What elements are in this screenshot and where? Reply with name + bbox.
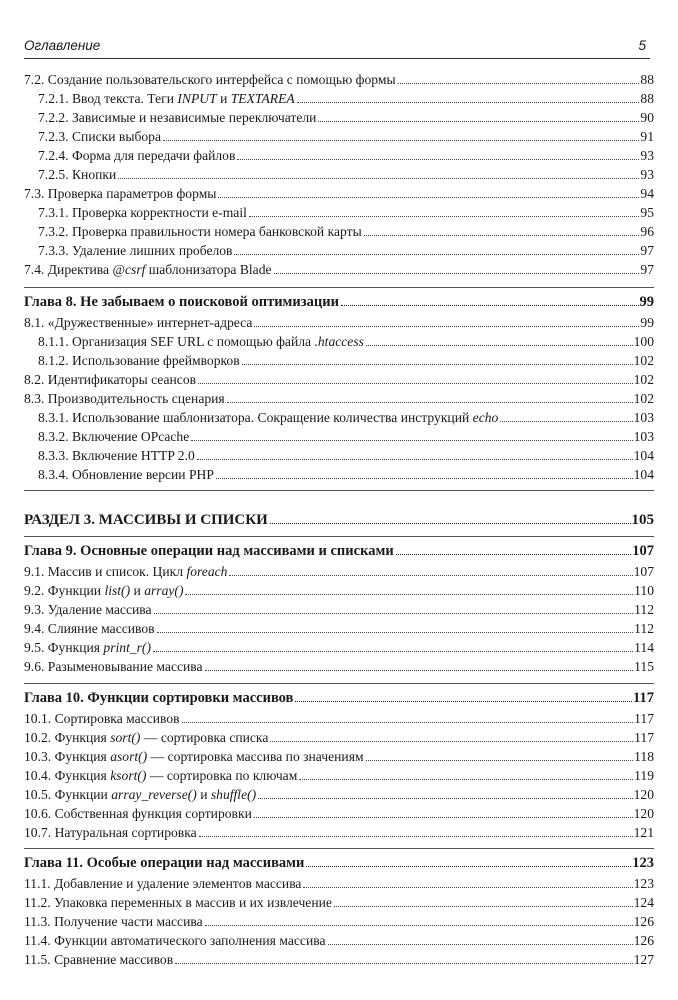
toc-entry: 7.4. Директива @csrf шаблонизатора Blade 97	[24, 262, 654, 277]
divider	[24, 490, 654, 491]
toc-entry: 9.5. Функция print_r() 114	[24, 640, 654, 655]
toc-entry: 9.4. Слияние массивов 112	[24, 621, 654, 636]
header-title: Оглавление	[24, 38, 101, 53]
toc-entry: 9.6. Разыменовывание массива 115	[24, 659, 654, 674]
toc-entry: 7.2. Создание пользовательского интерфейса с помощью формы 88	[24, 72, 654, 87]
toc-entry: 10.5. Функции array_reverse() и shuffle() 120	[24, 787, 654, 802]
toc-entry: 11.3. Получение части массива 126	[24, 914, 654, 929]
toc-entry: 10.4. Функция ksort() — сортировка по ключам 119	[24, 768, 654, 783]
running-header	[24, 38, 650, 59]
toc-entry: 7.2.1. Ввод текста. Теги INPUT и TEXTAREA 88	[38, 91, 654, 106]
toc-entry: 7.3. Проверка параметров формы 94	[24, 186, 654, 201]
toc-entry: 8.3. Производительность сценария 102	[24, 391, 654, 406]
toc-entry: 7.2.3. Списки выбора 91	[38, 129, 654, 144]
toc-entry: 9.1. Массив и список. Цикл foreach 107	[24, 564, 654, 579]
toc-entry: 8.1.2. Использование фреймворков 102	[38, 353, 654, 368]
divider	[24, 683, 654, 684]
toc-part: РАЗДЕЛ 3. МАССИВЫ И СПИСКИ 105	[24, 512, 654, 528]
toc-entry: 10.3. Функция asort() — сортировка массива по значениям 118	[24, 749, 654, 764]
toc-entry: 11.5. Сравнение массивов 127	[24, 952, 654, 967]
toc-entry: 9.3. Удаление массива 112	[24, 602, 654, 617]
toc-entry: 10.6. Собственная функция сортировки 120	[24, 806, 654, 821]
toc-entry: 7.3.2. Проверка правильности номера банковской карты 96	[38, 224, 654, 239]
toc-entry: 10.7. Натуральная сортировка 121	[24, 825, 654, 840]
toc-entry: 8.1.1. Организация SEF URL с помощью файла .htaccess 100	[38, 334, 654, 349]
toc-chapter: Глава 10. Функции сортировки массивов 117	[24, 690, 654, 706]
toc-entry: 7.2.4. Форма для передачи файлов 93	[38, 148, 654, 163]
divider	[24, 287, 654, 288]
toc-entry: 10.1. Сортировка массивов 117	[24, 711, 654, 726]
toc-entry: 8.3.4. Обновление версии PHP 104	[38, 467, 654, 482]
divider	[24, 848, 654, 849]
toc-chapter: Глава 11. Особые операции над массивами 123	[24, 855, 654, 871]
toc-entry: 10.2. Функция sort() — сортировка списка 117	[24, 730, 654, 745]
toc-entry: 11.2. Упаковка переменных в массив и их извлечение 124	[24, 895, 654, 910]
toc-chapter: Глава 9. Основные операции над массивами и списками 107	[24, 543, 654, 559]
toc-entry: 8.3.1. Использование шаблонизатора. Сокращение количества инструкций echo 103	[38, 410, 654, 425]
toc-entry: 9.2. Функции list() и array() 110	[24, 583, 654, 598]
toc-entry: 7.2.5. Кнопки 93	[38, 167, 654, 182]
toc-entry: 11.1. Добавление и удаление элементов массива 123	[24, 876, 654, 891]
toc-entry: 7.2.2. Зависимые и независимые переключатели 90	[38, 110, 654, 125]
toc-entry: 7.3.3. Удаление лишних пробелов 97	[38, 243, 654, 258]
toc-entry: 8.3.2. Включение OPcache 103	[38, 429, 654, 444]
toc-entry: 7.3.1. Проверка корректности e-mail 95	[38, 205, 654, 220]
toc-entry: 11.4. Функции автоматического заполнения массива 126	[24, 933, 654, 948]
divider	[24, 536, 654, 537]
toc-entry: 8.1. «Дружественные» интернет-адреса 99	[24, 315, 654, 330]
header-page-number: 5	[638, 38, 646, 53]
toc-entry: 8.3.3. Включение HTTP 2.0 104	[38, 448, 654, 463]
toc-entry: 8.2. Идентификаторы сеансов 102	[24, 372, 654, 387]
toc-chapter: Глава 8. Не забываем о поисковой оптимизации 99	[24, 294, 654, 310]
